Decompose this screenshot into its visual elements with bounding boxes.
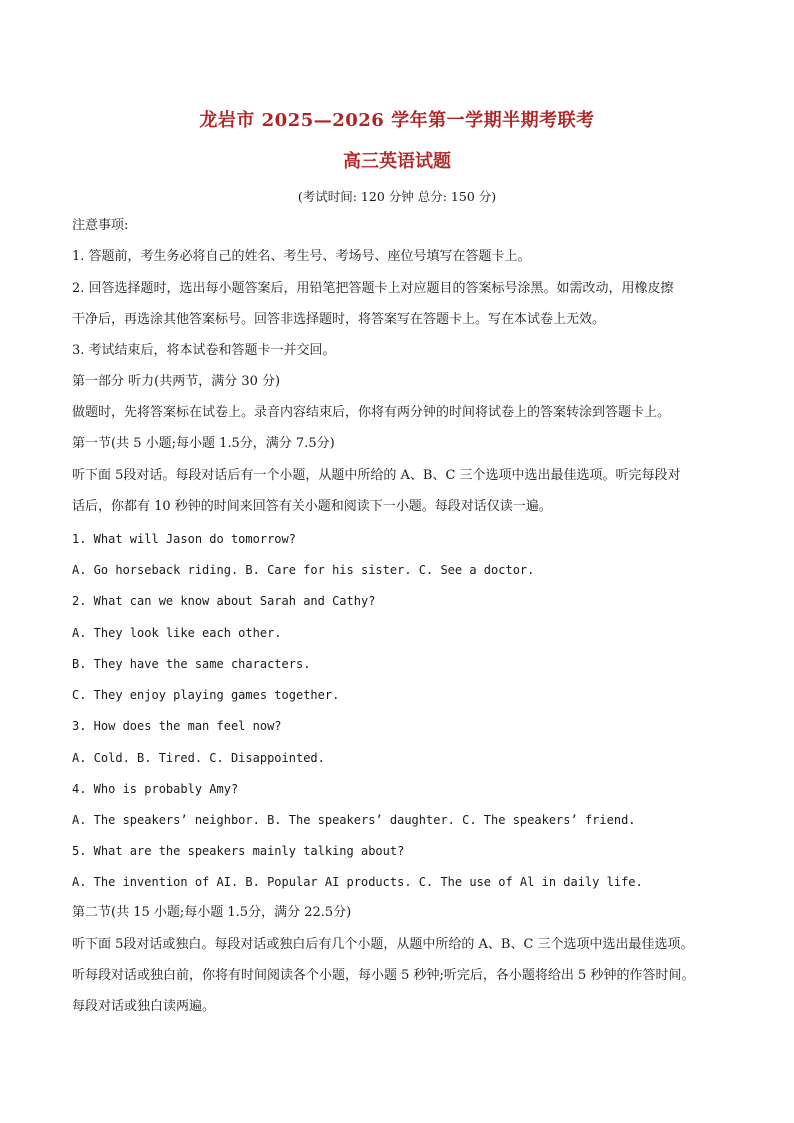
section2-instruction-cont: 听每段对话或独白前，你将有时间阅读各个小题，每小题 5 秒钟;听完后，各小题将给出 5 秒钟的作答时间。 [72,968,695,983]
note-item-3: 3. 考试结束后，将本试卷和答题卡一并交回。 [72,343,336,358]
exam-subtitle: 高三英语试题 [343,151,451,172]
section2-heading: 第二节(共 15 小题;每小题 1.5分，满分 22.5分) [72,905,352,920]
question-4-options: A. The speakers’ neighbor. B. The speakers’ daughter. C. The speakers’ friend. [72,813,636,827]
section1-instruction-cont: 话后，你都有 10 秒钟的时间来回答有关小题和阅读下一小题。每段对话仅读一遍。 [72,499,552,514]
question-3: 3. How does the man feel now? [72,719,282,733]
question-5-options: A. The invention of AI. B. Popular AI products. C. The use of Al in daily life. [72,875,643,889]
question-2-option-c: C. They enjoy playing games together. [72,688,340,702]
exam-title: 龙岩市 2025—2026 学年第一学期半期考联考 [199,110,595,131]
note-item-2: 2. 回答选择题时，选出每小题答案后，用铅笔把答题卡上对应题目的答案标号涂黑。如需改动，用橡皮擦 [72,281,674,296]
section1-instruction: 听下面 5段对话。每段对话后有一个小题，从题中所给的 A、B、C 三个选项中选出最佳选项。听完每段对 [72,468,681,483]
part1-heading: 第一部分 听力(共两节，满分 30 分) [72,374,281,389]
notes-heading: 注意事项: [72,218,129,233]
question-1-options: A. Go horseback riding. B. Care for his sister. C. See a doctor. [72,563,535,577]
question-2: 2. What can we know about Sarah and Cathy? [72,594,376,608]
question-5: 5. What are the speakers mainly talking about? [72,844,405,858]
exam-meta: (考试时间: 120 分钟 总分: 150 分) [297,189,497,204]
note-item-1: 1. 答题前，考生务必将自己的姓名、考生号、考场号、座位号填写在答题卡上。 [72,249,531,264]
note-item-2-cont: 干净后，再选涂其他答案标号。回答非选择题时，将答案写在答题卡上。写在本试卷上无效。 [72,312,606,327]
question-3-options: A. Cold. B. Tired. C. Disappointed. [72,751,325,765]
question-4: 4. Who is probably Amy? [72,782,239,796]
section1-heading: 第一节(共 5 小题;每小题 1.5分，满分 7.5分) [72,436,335,451]
part1-intro: 做题时，先将答案标在试卷上。录音内容结束后，你将有两分钟的时间将试卷上的答案转涂到答题卡上。 [72,405,671,420]
question-2-option-b: B. They have the same characters. [72,657,311,671]
section2-instruction-end: 每段对话或独白读两遍。 [72,999,216,1014]
question-2-option-a: A. They look like each other. [72,626,282,640]
section2-instruction: 听下面 5段对话或独白。每段对话或独白后有几个小题，从题中所给的 A、B、C 三个选项中选出最佳选项。 [72,937,694,952]
question-1: 1. What will Jason do tomorrow? [72,532,296,546]
